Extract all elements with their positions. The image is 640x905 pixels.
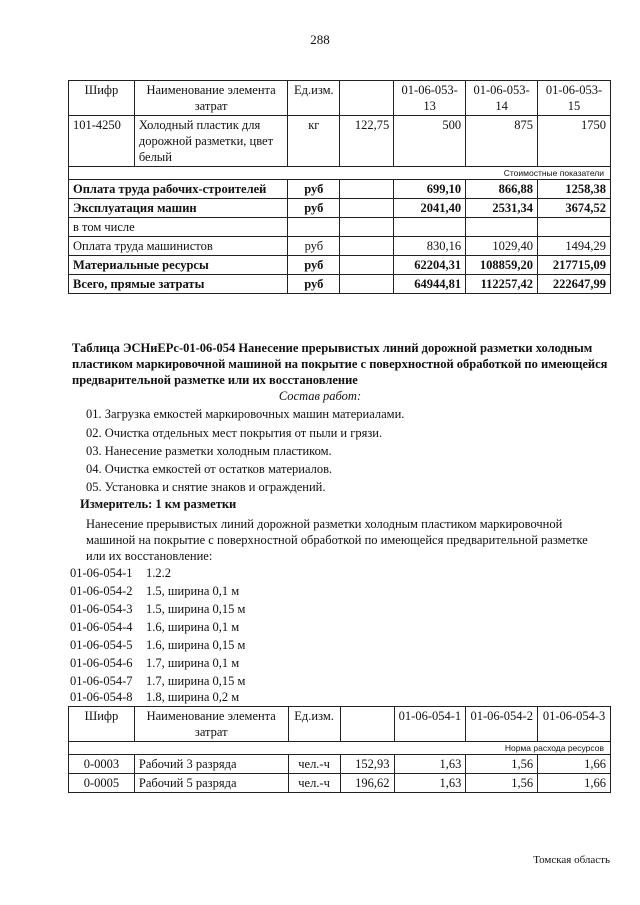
section-row [69, 742, 611, 755]
work-item: 04. Очистка емкостей от остатков материалов. [86, 462, 333, 476]
cell-name: Холодный пластик для дорожной разметки, цвет белый [134, 116, 288, 167]
cell-value-1: 500 [394, 116, 466, 167]
code-id: 01-06-054-5 [70, 638, 133, 652]
cell-value-1: 699,10 [394, 180, 466, 199]
header-col-2: 01-06-054-2 [466, 707, 538, 742]
cell-value-3: 1750 [538, 116, 611, 167]
code-line [70, 656, 239, 671]
table-row [69, 256, 611, 275]
cell-value-1: 830,16 [394, 237, 466, 256]
cell-value-2: 1,56 [466, 755, 538, 774]
resource-table-054 [68, 706, 611, 793]
table-row [69, 275, 611, 294]
cell-name: в том числе [69, 218, 288, 237]
cell-blank [340, 199, 394, 218]
cell-blank [340, 275, 394, 294]
work-item: 01. Загрузка емкостей маркировочных машин материалами. [86, 407, 405, 421]
cell-unit: руб [288, 275, 340, 294]
code-id: 01-06-054-2 [70, 584, 133, 598]
cell-value-2 [466, 218, 538, 237]
cell-unit: руб [288, 256, 340, 275]
cell-blank [340, 237, 394, 256]
cell-unit: чел.-ч [288, 755, 340, 774]
header-unit: Ед.изм. [288, 81, 340, 116]
cell-name: Рабочий 5 разряда [134, 774, 288, 793]
cell-unit: руб [288, 199, 340, 218]
code-text: 1.2.2 [146, 566, 171, 580]
cell-value-1: 2041,40 [394, 199, 466, 218]
cell-name: Всего, прямые затраты [69, 275, 288, 294]
code-line [70, 602, 245, 617]
header-name: Наименование элемента затрат [134, 707, 288, 742]
cell-value-3: 3674,52 [538, 199, 611, 218]
code-id: 01-06-054-1 [70, 566, 133, 580]
cell-value-2: 112257,42 [466, 275, 538, 294]
section-label: Норма расхода ресурсов [69, 742, 611, 755]
cell-value-3: 217715,09 [538, 256, 611, 275]
page-number: 288 [310, 32, 330, 47]
cell-value-2: 866,88 [466, 180, 538, 199]
cell-name: Эксплуатация машин [69, 199, 288, 218]
table-row [69, 755, 611, 774]
header-name: Наименование элемента затрат [134, 81, 288, 116]
cell-name: Рабочий 3 разряда [134, 755, 288, 774]
header-col-3: 01-06-053-15 [538, 81, 611, 116]
code-text: 1.5, ширина 0,15 м [146, 602, 246, 616]
cell-price: 152,93 [340, 755, 394, 774]
cell-value-2: 2531,34 [466, 199, 538, 218]
cell-value-2: 875 [466, 116, 538, 167]
cell-value-1: 64944,81 [394, 275, 466, 294]
work-item: 02. Очистка отдельных мест покрытия от пыли и грязи. [86, 426, 383, 440]
cell-code: 101-4250 [69, 116, 135, 167]
work-item: 03. Нанесение разметки холодным пластиком. [86, 444, 332, 458]
code-text: 1.5, ширина 0,1 м [146, 584, 240, 598]
code-id: 01-06-054-3 [70, 602, 133, 616]
cell-value-1: 62204,31 [394, 256, 466, 275]
code-id: 01-06-054-8 [70, 690, 133, 704]
section-row [69, 167, 611, 180]
cell-name: Оплата труда машинистов [69, 237, 288, 256]
cell-name: Оплата труда рабочих-строителей [69, 180, 288, 199]
table-row [69, 116, 611, 167]
cell-value-1: 1,63 [394, 774, 466, 793]
cell-value-2: 108859,20 [466, 256, 538, 275]
header-col-1: 01-06-053-13 [394, 81, 466, 116]
cost-table-053 [68, 80, 611, 294]
cell-value-3: 1,66 [538, 774, 611, 793]
header-blank [340, 81, 394, 116]
header-code: Шифр [69, 707, 135, 742]
code-id: 01-06-054-6 [70, 656, 133, 670]
cell-unit: кг [288, 116, 340, 167]
code-text: 1.7, ширина 0,1 м [146, 656, 240, 670]
cell-unit: чел.-ч [288, 774, 340, 793]
header-unit: Ед.изм. [288, 707, 340, 742]
table-row [69, 237, 611, 256]
code-text: 1.6, ширина 0,15 м [146, 638, 246, 652]
header-code: Шифр [69, 81, 135, 116]
cell-value-2: 1,56 [466, 774, 538, 793]
code-line [70, 674, 245, 689]
work-item: 05. Установка и снятие знаков и ограждений. [86, 480, 326, 494]
table-header-row [69, 81, 611, 116]
cell-price: 122,75 [340, 116, 394, 167]
cell-blank [340, 180, 394, 199]
code-line [70, 584, 239, 599]
table-row [69, 199, 611, 218]
footer-region: Томская область [533, 854, 610, 866]
cell-value-3: 1494,29 [538, 237, 611, 256]
cell-value-1: 1,63 [394, 755, 466, 774]
code-text: 1.7, ширина 0,15 м [146, 674, 246, 688]
header-col-1: 01-06-054-1 [394, 707, 466, 742]
cell-blank [340, 256, 394, 275]
code-id: 01-06-054-7 [70, 674, 133, 688]
meter-label: Измеритель: 1 км разметки [80, 497, 237, 511]
cell-value-1 [394, 218, 466, 237]
cell-code: 0-0005 [69, 774, 135, 793]
cell-value-3: 1,66 [538, 755, 611, 774]
cell-unit [288, 218, 340, 237]
work-composition-header: Состав работ: [278, 389, 362, 403]
table-row [69, 774, 611, 793]
table-row [69, 180, 611, 199]
code-line [70, 690, 239, 705]
section-title: Таблица ЭСНиЕРс-01-06-054 Нанесение прерывистых линий дорожной разметки холодным пластиком маркировочной машиной на покрытие с поверхностной обработкой по имеющейся предварительной разметке или их восстановление [72, 341, 608, 387]
cell-value-3: 1258,38 [538, 180, 611, 199]
code-text: 1.8, ширина 0,2 м [146, 690, 240, 704]
table-header-row [69, 707, 611, 742]
cell-value-3: 222647,99 [538, 275, 611, 294]
description: Нанесение прерывистых линий дорожной разметки холодным пластиком маркировочной машиной на покрытие с поверхностной обработкой по имеющейся предварительной разметке или их восстановление: [86, 517, 588, 563]
section-label: Стоимостные показатели [69, 167, 611, 180]
cell-unit: руб [288, 180, 340, 199]
table-row [69, 218, 611, 237]
code-text: 1.6, ширина 0,1 м [146, 620, 240, 634]
cell-code: 0-0003 [69, 755, 135, 774]
cell-name: Материальные ресурсы [69, 256, 288, 275]
header-col-3: 01-06-054-3 [538, 707, 611, 742]
code-line [70, 566, 171, 581]
header-col-2: 01-06-053-14 [466, 81, 538, 116]
cell-value-3 [538, 218, 611, 237]
code-line [70, 620, 239, 635]
header-blank [340, 707, 394, 742]
code-id: 01-06-054-4 [70, 620, 133, 634]
cell-value-2: 1029,40 [466, 237, 538, 256]
code-line [70, 638, 245, 653]
cell-unit: руб [288, 237, 340, 256]
cell-price: 196,62 [340, 774, 394, 793]
cell-blank [340, 218, 394, 237]
